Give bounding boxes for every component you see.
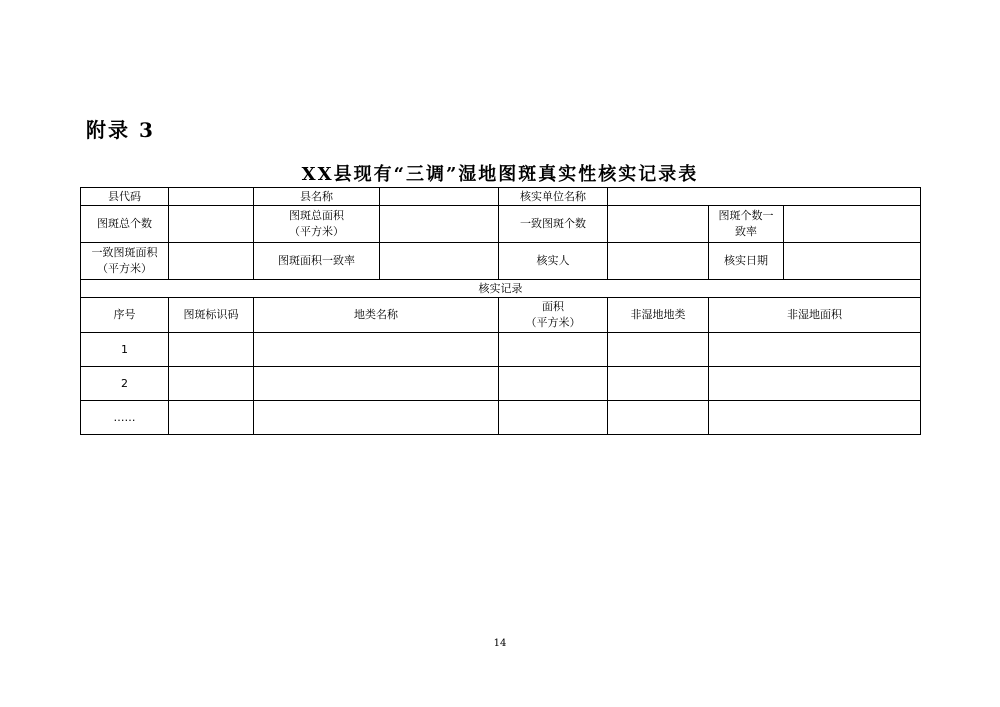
verifier-value[interactable] [608,243,709,280]
row-patch-id-cell[interactable] [169,401,254,435]
verify-unit-label: 核实单位名称 [499,188,608,206]
col-header-non-wetland-type: 非湿地地类 [608,298,709,333]
col-header-patch-id: 图斑标识码 [169,298,254,333]
section-label: 核实记录 [81,280,921,298]
row-patch-id-cell[interactable] [169,367,254,401]
row-patch-id-cell[interactable] [169,333,254,367]
appendix-label: 附录 3 [86,118,155,142]
total-patches-value[interactable] [169,206,254,243]
row-land-type-cell[interactable] [254,367,499,401]
county-name-label: 县名称 [254,188,380,206]
row-area-cell[interactable] [499,367,608,401]
row-area-cell[interactable] [499,401,608,435]
total-patches-label: 图斑总个数 [81,206,169,243]
row-area-cell[interactable] [499,333,608,367]
total-area-value[interactable] [380,206,499,243]
county-name-value[interactable] [380,188,499,206]
county-code-label: 县代码 [81,188,169,206]
row-land-type-cell[interactable] [254,333,499,367]
verify-unit-value[interactable] [608,188,921,206]
col-header-area: 面积 （平方米） [499,298,608,333]
table-row [81,367,921,401]
row-seq: …… [81,401,169,435]
row-seq: 1 [81,333,169,367]
row-non-wetland-type-cell[interactable] [608,333,709,367]
area-consistency-label: 图斑面积一致率 [254,243,380,280]
table-row [81,401,921,435]
verify-date-value[interactable] [784,243,921,280]
col-header-non-wetland-area: 非湿地面积 [709,298,921,333]
table-title: XX县现有“三调”湿地图斑真实性核实记录表 [301,164,699,185]
row-non-wetland-type-cell[interactable] [608,401,709,435]
page-number: 14 [493,638,507,649]
verification-record-table [80,187,921,435]
consistent-patches-label: 一致图斑个数 [499,206,608,243]
col-header-land-type: 地类名称 [254,298,499,333]
consistent-area-value[interactable] [169,243,254,280]
row-non-wetland-area-cell[interactable] [709,401,921,435]
count-consistency-label: 图斑个数一 致率 [709,206,784,243]
row-non-wetland-type-cell[interactable] [608,367,709,401]
row-non-wetland-area-cell[interactable] [709,333,921,367]
county-code-value[interactable] [169,188,254,206]
consistent-patches-value[interactable] [608,206,709,243]
row-land-type-cell[interactable] [254,401,499,435]
col-header-seq: 序号 [81,298,169,333]
consistent-area-label: 一致图斑面积 （平方米） [81,243,169,280]
table-row [81,333,921,367]
verify-date-label: 核实日期 [709,243,784,280]
row-seq: 2 [81,367,169,401]
verifier-label: 核实人 [499,243,608,280]
total-area-label: 图斑总面积 （平方米） [254,206,380,243]
row-non-wetland-area-cell[interactable] [709,367,921,401]
count-consistency-value[interactable] [784,206,921,243]
area-consistency-value[interactable] [380,243,499,280]
